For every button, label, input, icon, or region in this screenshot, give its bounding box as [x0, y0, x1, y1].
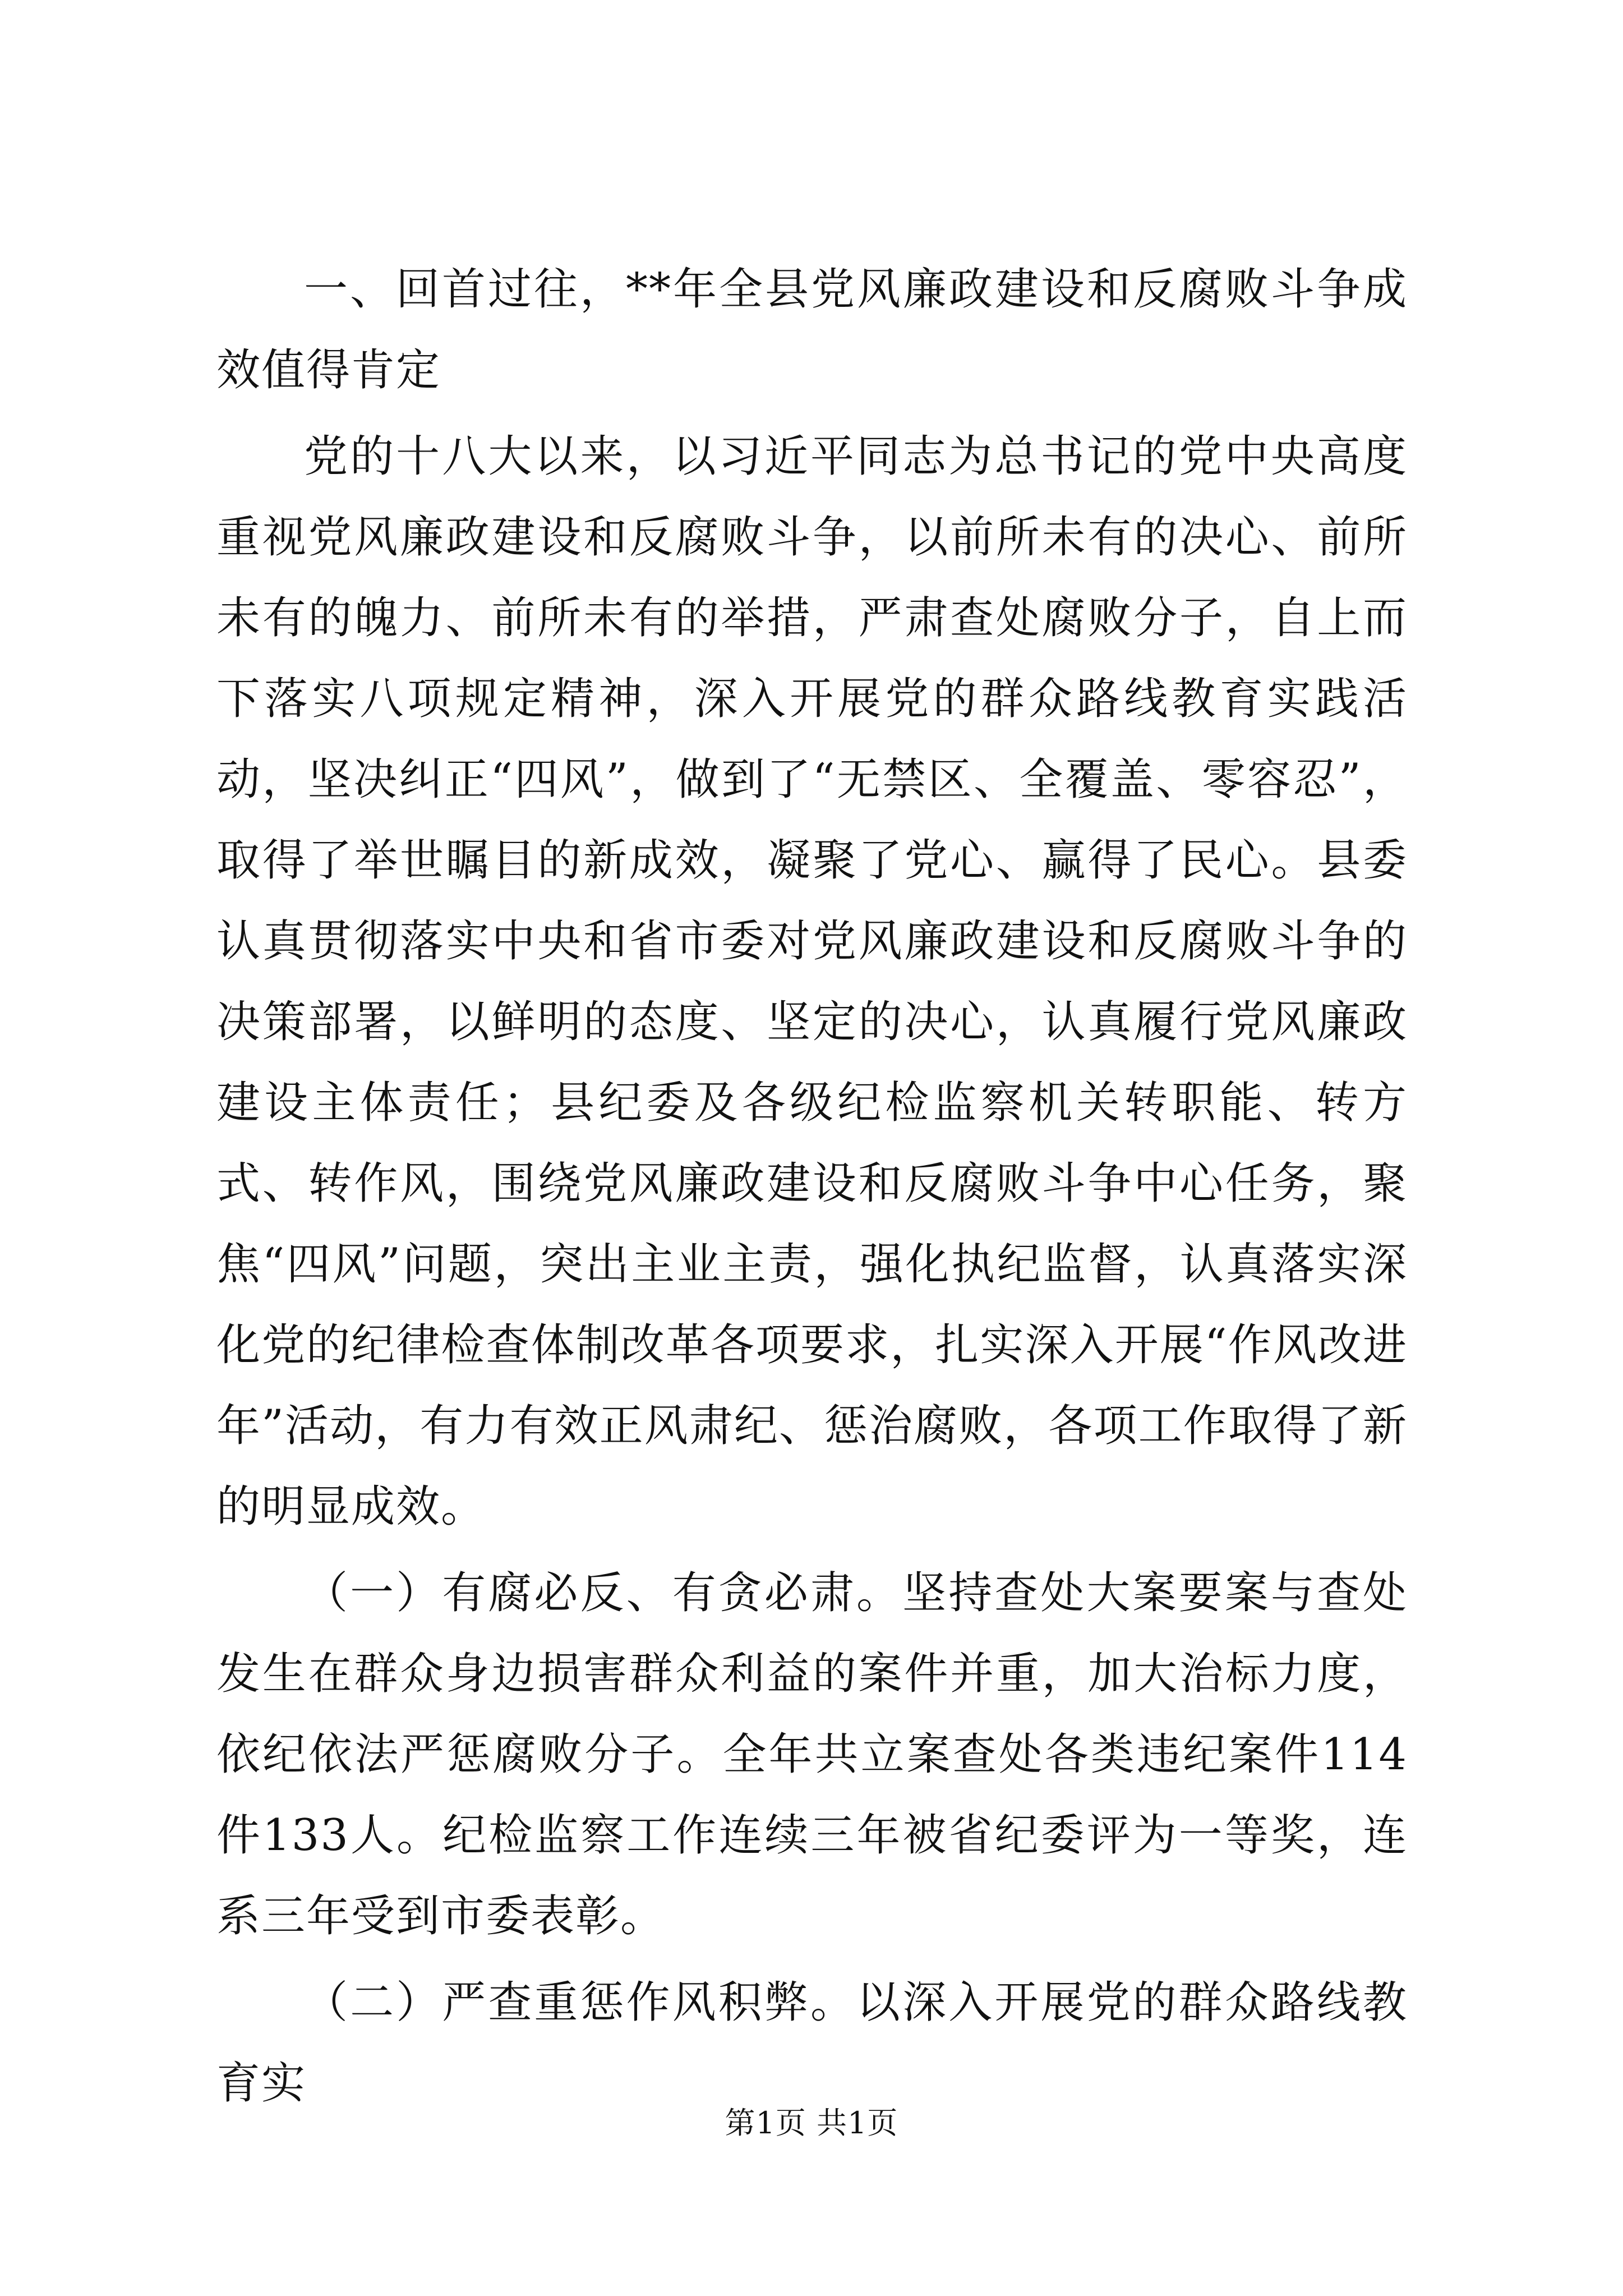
- body-paragraph: 党的十八大以来，以习近平同志为总书记的党中央高度重视党风廉政建设和反腐败斗争，以前所未有的决心、前所未有的魄力、前所未有的举措，严肃查处腐败分子，自上而下落实八项规定精神，深入开展党的群众路线教育实践活动，坚决纠正“四风”，做到了“无禁区、全覆盖、零容忍”，取得了举世瞩目的新成效，凝聚了党心、赢得了民心。县委认真贯彻落实中央和省市委对党风廉政建设和反腐败斗争的决策部署，以鲜明的态度、坚定的决心，认真履行党风廉政建设主体责任；县纪委及各级纪检监察机关转职能、转方式、转作风，围绕党风廉政建设和反腐败斗争中心任务，聚焦“四风”问题，突出主业主责，强化执纪监督，认真落实深化党的纪律检查体制改革各项要求，扎实深入开展“作风改进年”活动，有力有效正风肃纪、惩治腐败，各项工作取得了新的明显成效。: [216, 431, 1408, 1532]
- section-heading: 一、回首过往，**年全县党风廉政建设和反腐败斗争成效值得肯定: [216, 264, 1408, 395]
- body-paragraph: （一）有腐必反、有贪必肃。坚持查处大案要案与查处发生在群众身边损害群众利益的案件并重，加大治标力度，依纪依法严惩腐败分子。全年共立案查处各类违纪案件114件133人。纪检监察工作连续三年被省纪委评为一等奖，连系三年受到市委表彰。: [216, 1568, 1408, 1941]
- page-number: 第1页 共1页: [725, 2105, 898, 2141]
- page-footer: [0, 2104, 1623, 2143]
- document-body: [216, 249, 1408, 2124]
- body-paragraph: （二）严查重惩作风积弊。以深入开展党的群众路线教育实: [216, 1977, 1408, 2109]
